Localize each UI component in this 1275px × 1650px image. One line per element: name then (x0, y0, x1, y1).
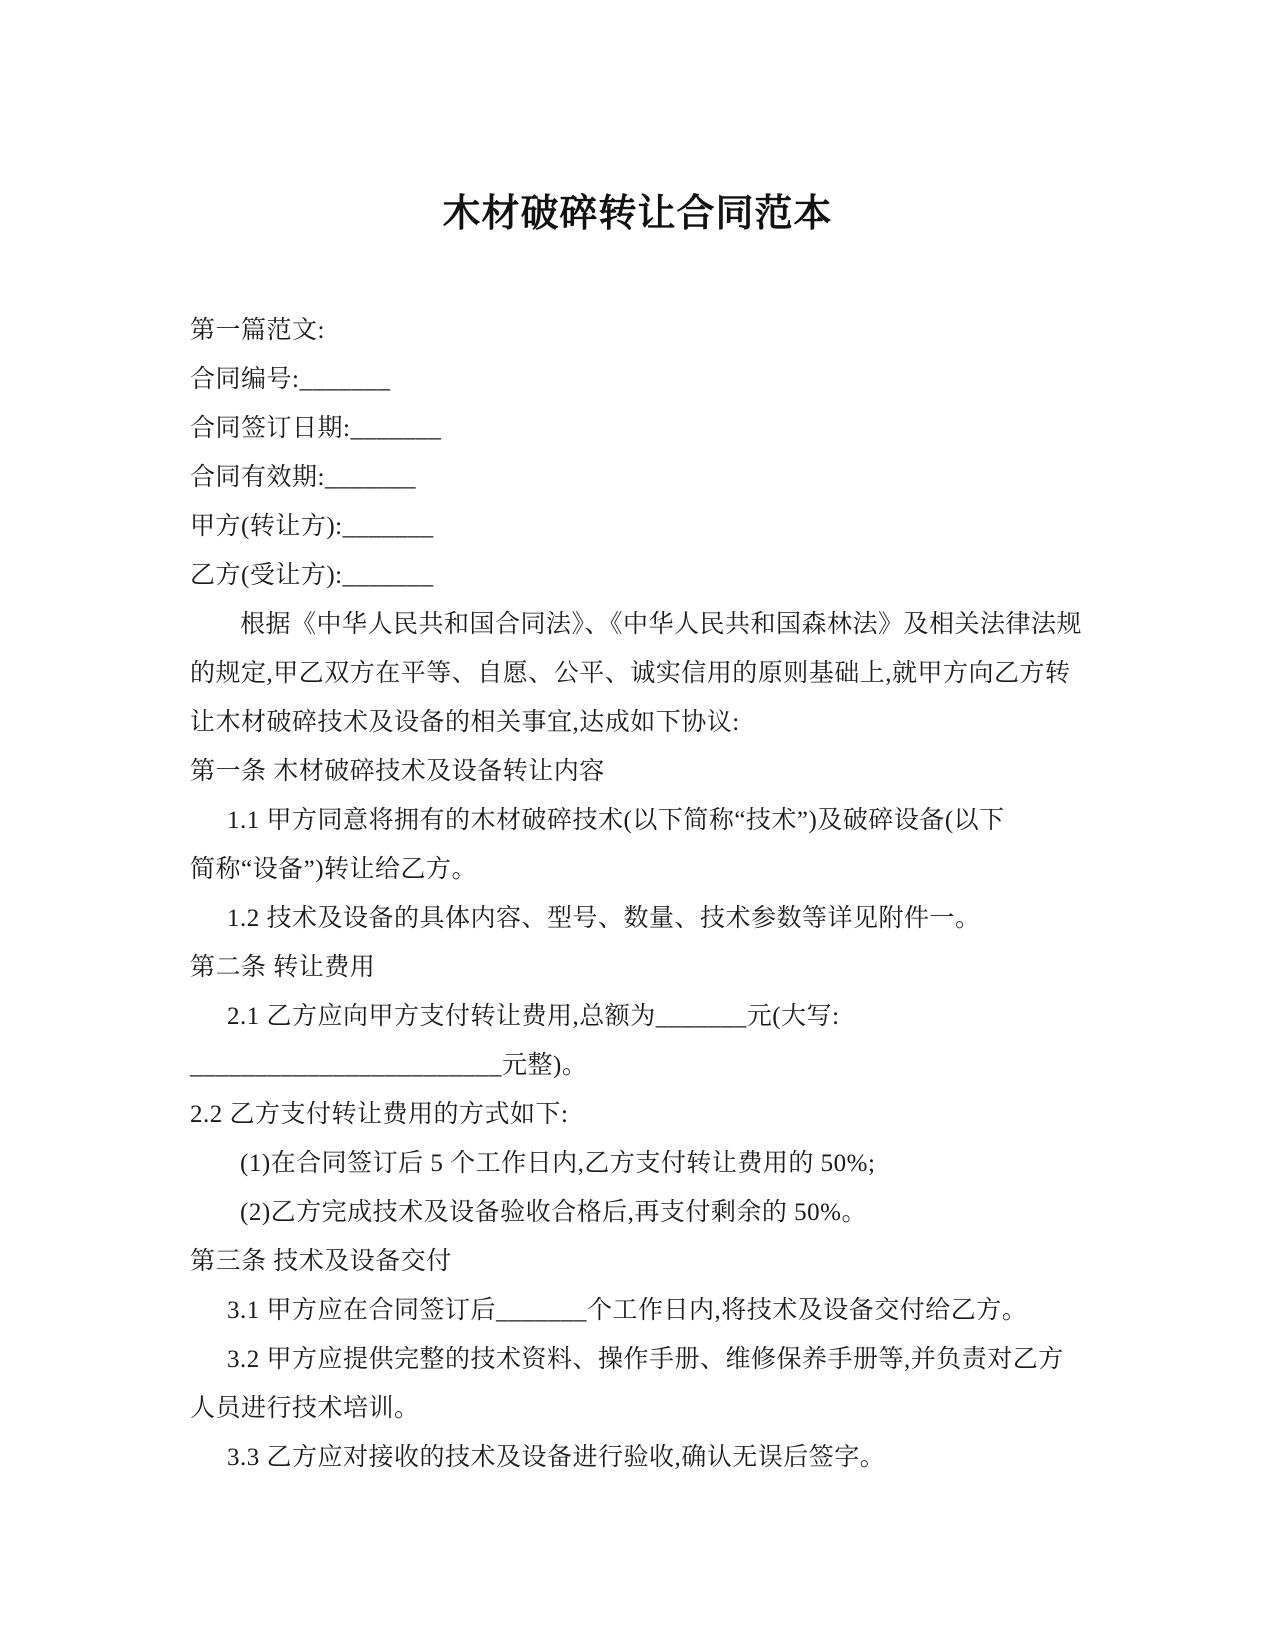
text-line: 2.1 乙方应向甲方支付转让费用,总额为_______元(大写: (227, 1003, 840, 1030)
text-line: 让木材破碎技术及设备的相关事宜,达成如下协议: (190, 709, 740, 736)
document-title: 木材破碎转让合同范本 (442, 193, 833, 235)
text-line: 人员进行技术培训。 (190, 1395, 420, 1422)
text-line: 合同签订日期:_______ (190, 415, 442, 442)
text-line: 第二条 转让费用 (190, 954, 376, 981)
text-line: 第三条 技术及设备交付 (190, 1248, 452, 1275)
text-line: 的规定,甲乙双方在平等、自愿、公平、诚实信用的原则基础上,就甲方向乙方转 (190, 660, 1071, 687)
text-line: 第一条 木材破碎技术及设备转让内容 (190, 758, 605, 785)
text-line: 根据《中华人民共和国合同法》、《中华人民共和国森林法》及相关法律法规 (240, 611, 1083, 638)
text-line: 乙方(受让方):_______ (190, 562, 434, 589)
text-line: 第一篇范文: (190, 317, 325, 344)
document-body (190, 306, 1110, 1482)
text-line: 1.2 技术及设备的具体内容、型号、数量、技术参数等详见附件一。 (227, 905, 981, 932)
text-line: (2)乙方完成技术及设备验收合格后,再支付剩余的 50%。 (240, 1199, 867, 1226)
text-line: 简称“设备”)转让给乙方。 (190, 856, 478, 883)
text-line: 3.1 甲方应在合同签订后_______个工作日内,将技术及设备交付给乙方。 (227, 1297, 1028, 1324)
text-line: (1)在合同签订后 5 个工作日内,乙方支付转让费用的 50%; (240, 1150, 876, 1177)
text-line: 合同有效期:_______ (190, 464, 416, 491)
text-line: 甲方(转让方):_______ (190, 513, 434, 540)
text-line: 3.3 乙方应对接收的技术及设备进行验收,确认无误后签字。 (227, 1444, 886, 1471)
text-line: 1.1 甲方同意将拥有的木材破碎技术(以下简称“技术”)及破碎设备(以下 (227, 807, 1005, 834)
text-line: 2.2 乙方支付转让费用的方式如下: (190, 1101, 569, 1128)
text-line: ________________________元整)。 (190, 1052, 588, 1079)
text-line: 合同编号:_______ (190, 366, 391, 393)
text-line: 3.2 甲方应提供完整的技术资料、操作手册、维修保养手册等,并负责对乙方 (227, 1346, 1064, 1373)
